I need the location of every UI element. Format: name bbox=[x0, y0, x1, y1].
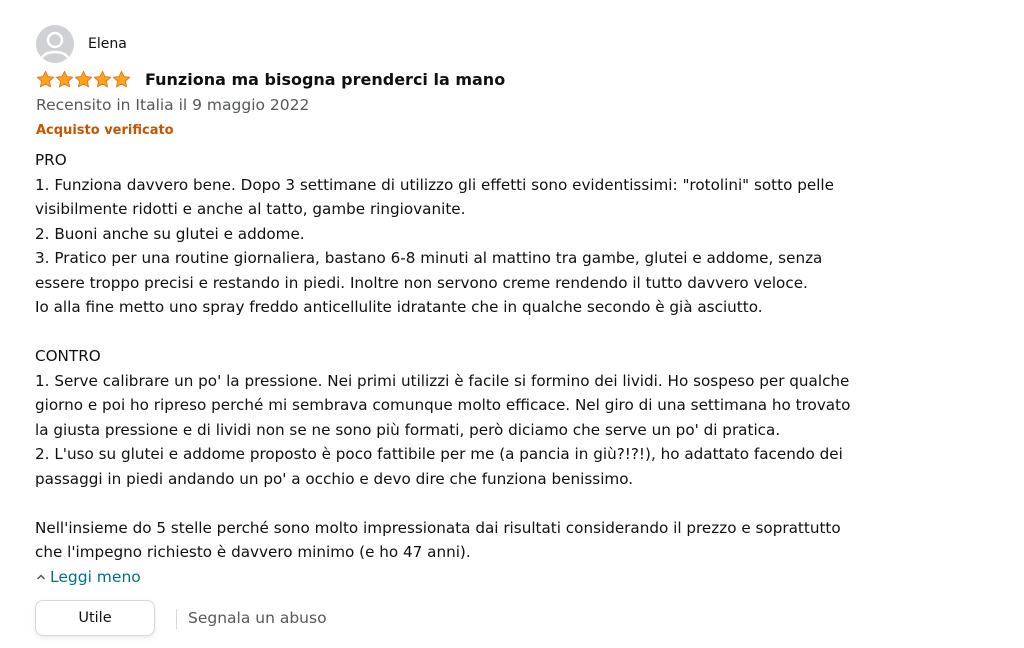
review-text-line: che l'impegno richiesto è davvero minimo (e ho 47 anni). bbox=[35, 543, 471, 561]
review-text-line: visibilmente ridotti e anche al tatto, gambe ringiovanite. bbox=[35, 200, 466, 218]
star-icon bbox=[93, 70, 112, 89]
review-text-line: Nell'insieme do 5 stelle perché sono molto impressionata dai risultati considerando il prezzo e soprattutto bbox=[35, 518, 841, 537]
review-title[interactable]: Funziona ma bisogna prenderci la mano bbox=[145, 70, 506, 89]
star-rating[interactable] bbox=[36, 70, 131, 89]
review-body bbox=[35, 148, 895, 565]
read-less-label: Leggi meno bbox=[50, 568, 141, 586]
review-text-line: 2. L'uso su glutei e addome proposto è poco fattibile per me (a pancia in giù?!?!), ho adattato facendo dei bbox=[35, 445, 843, 463]
star-icon bbox=[112, 70, 131, 89]
report-abuse-link[interactable]: Segnala un abuso bbox=[188, 609, 327, 627]
review-text-line: la giusta pressione e di lividi non se ne sono più formati, però diciamo che serve un po' di pratica. bbox=[35, 420, 781, 439]
review-text-line: PRO bbox=[35, 151, 67, 169]
star-icon bbox=[36, 70, 55, 89]
helpful-button[interactable]: Utile bbox=[35, 600, 155, 636]
chevron-up-icon bbox=[36, 572, 46, 582]
review-text-line: essere troppo precisi e restando in piedi. Inoltre non servono creme rendendo il tutto davvero veloce. bbox=[35, 273, 808, 292]
review-text-line: giorno e poi ho ripreso perché mi sembrava comunque molto efficace. Nel giro di una settimana ho trovato bbox=[35, 396, 851, 414]
review-text-line: passaggi in piedi andando un po' a occhio e devo dire che funziona benissimo. bbox=[35, 469, 634, 488]
default-user-avatar-icon bbox=[36, 25, 74, 63]
review-text-line: CONTRO bbox=[35, 347, 101, 365]
review-text-line: Io alla fine metto uno spray freddo anticellulite idratante che in qualche secondo è già asciutto. bbox=[35, 298, 763, 316]
review-text-line: 1. Funziona davvero bene. Dopo 3 settimane di utilizzo gli effetti sono evidentissimi: "rotolini" sotto pelle bbox=[35, 175, 834, 194]
review-text-line: 2. Buoni anche su glutei e addome. bbox=[35, 224, 305, 243]
review-date: Recensito in Italia il 9 maggio 2022 bbox=[36, 96, 310, 114]
blank-line bbox=[35, 491, 895, 516]
review-text-line: 1. Serve calibrare un po' la pressione. Nei primi utilizzi è facile si formino dei lividi. Ho sospeso per qualche bbox=[35, 371, 850, 390]
star-icon bbox=[55, 70, 74, 89]
star-icon bbox=[74, 70, 93, 89]
reviewer-name[interactable]: Elena bbox=[88, 36, 127, 52]
verified-purchase-badge: Acquisto verificato bbox=[36, 123, 174, 138]
action-divider bbox=[176, 609, 177, 629]
review-text-line: 3. Pratico per una routine giornaliera, bastano 6-8 minuti al mattino tra gambe, glutei e addome, senza bbox=[35, 249, 823, 267]
read-less-link[interactable] bbox=[36, 568, 141, 586]
blank-line bbox=[35, 320, 895, 345]
review-title-row bbox=[36, 70, 505, 89]
reviewer-profile[interactable] bbox=[36, 25, 127, 63]
